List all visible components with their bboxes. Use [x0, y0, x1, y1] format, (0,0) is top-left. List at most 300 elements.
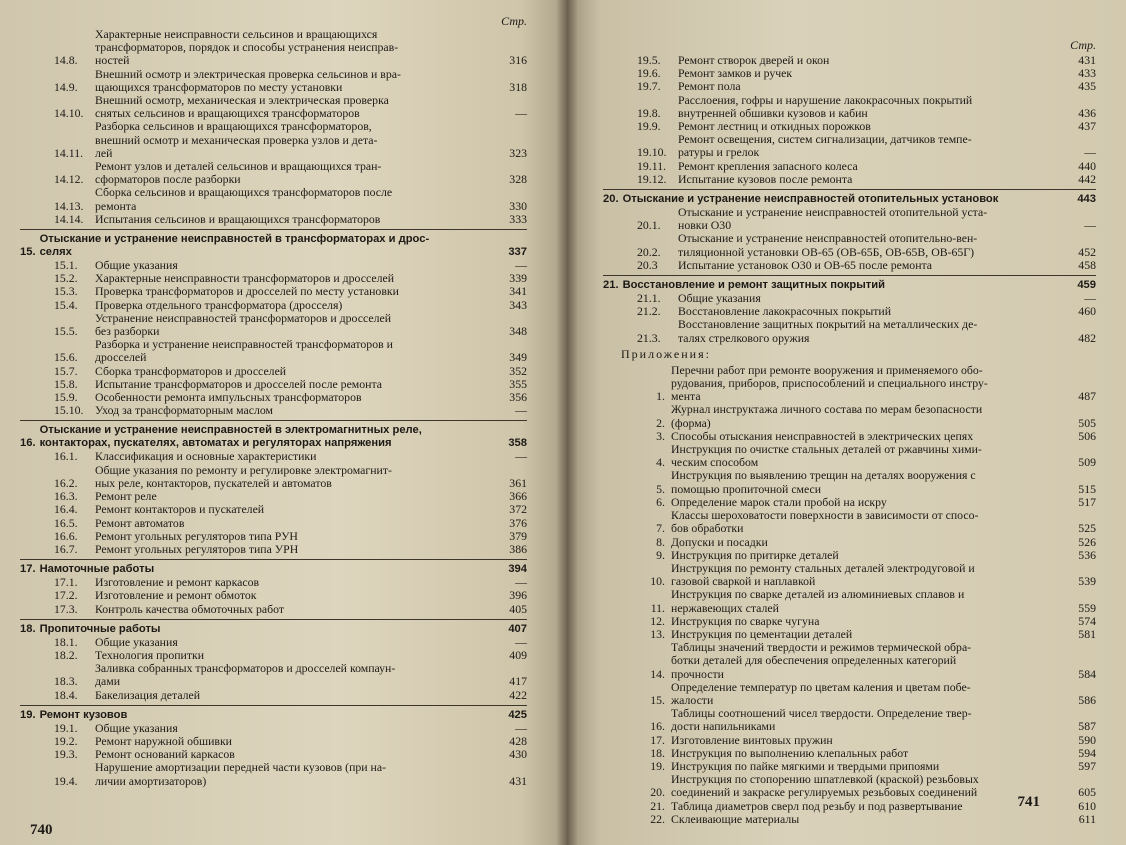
entry-page-number: 559 [1078, 600, 1096, 615]
entry-number: 15.2. [54, 271, 78, 286]
entry-page-number: 437 [1078, 119, 1096, 134]
entry-page-number: 525 [1078, 521, 1096, 536]
entry-title: Пропиточные работы [39, 622, 161, 635]
toc-section-entry [20, 761, 527, 787]
toc-section-entry [20, 543, 527, 556]
toc-section-entry [20, 649, 527, 662]
entry-title: Проверка трансформаторов и дросселей по месту установки [95, 285, 399, 299]
entry-title: Ремонт реле [95, 490, 157, 504]
toc-section-entry [603, 54, 1096, 67]
appendix-entry [603, 588, 1096, 614]
entry-page-number: 458 [1078, 257, 1096, 272]
entry-page-number: 339 [509, 271, 527, 286]
toc-section-entry [603, 67, 1096, 80]
toc-chapter-entry [603, 275, 1096, 292]
entry-number: 20. [603, 193, 619, 206]
entry-number: 16.7. [54, 541, 78, 556]
right-page [567, 0, 1126, 845]
toc-section-entry [20, 94, 527, 120]
entry-title: Общие указания [95, 259, 178, 273]
toc-section-entry [20, 272, 527, 285]
entry-title: Ремонт крепления запасного колеса [678, 159, 858, 173]
entry-number: 18.1. [54, 634, 78, 649]
entry-page-number: 341 [509, 284, 527, 299]
entry-title: Способы отыскания неисправностей в электрических цепях [671, 429, 974, 443]
entry-title: Ремонт угольных регуляторов типа РУН [95, 529, 298, 543]
entry-number: 16.1. [54, 449, 78, 464]
entry-page-number: — [1084, 145, 1096, 160]
entry-number: 19.4. [54, 773, 78, 788]
entry-number: 15.5. [54, 324, 78, 339]
entry-page-number: 333 [509, 211, 527, 226]
appendix-entry [603, 469, 1096, 495]
entry-title: Заливка собранных трансформаторов и дросселей компаун- дами [95, 662, 396, 689]
entry-page-number: 506 [1078, 428, 1096, 443]
entry-page-number: 442 [1078, 171, 1096, 186]
entry-number: 20.3 [637, 257, 658, 272]
entry-number: 21. [650, 798, 665, 813]
entry-page-number: 405 [509, 601, 527, 616]
entry-number: 19.12. [637, 171, 667, 186]
entry-page-number: 372 [509, 502, 527, 517]
toc-section-entry [20, 589, 527, 602]
entry-page-number: 409 [509, 647, 527, 662]
toc-section-entry [20, 285, 527, 298]
entry-title: Отыскание и устранение неисправностей отопительных установок [622, 193, 999, 206]
page-column-header: Стр. [1070, 38, 1096, 52]
entry-number: 19.5. [637, 53, 661, 67]
entry-title: Отыскание и устранение неисправностей отопительной уста- новки О30 [678, 206, 988, 233]
entry-number: 21.2. [637, 304, 661, 319]
entry-title: Инструкция по ремонту стальных деталей электродуговой и газовой сваркой и наплавкой [671, 561, 975, 589]
entry-number: 19.8. [637, 105, 661, 120]
appendix-entry [603, 707, 1096, 733]
entry-number: 19.1. [54, 720, 78, 735]
entry-page-number: 611 [1078, 811, 1096, 826]
appendix-entry [603, 734, 1096, 747]
entry-number: 14.12. [54, 172, 84, 187]
toc-section-entry [603, 206, 1096, 232]
toc-section-entry [20, 160, 527, 186]
entry-title: Ремонт угольных регуляторов типа УРН [95, 542, 299, 556]
toc-section-entry [603, 232, 1096, 258]
entry-title: Уход за трансформаторным маслом [95, 404, 274, 418]
entry-title: Ремонт контакторов и пускателей [95, 503, 265, 517]
entry-title: Инструкция по пайке мягкими и твердыми припоями [671, 759, 940, 773]
entry-title: Инструкция по притирке деталей [671, 548, 839, 562]
entry-page-number: 586 [1078, 692, 1096, 707]
entry-number: 14.9. [54, 79, 78, 94]
appendix-list [603, 364, 1096, 826]
entry-number: 8. [656, 534, 665, 549]
page-number: 740 [30, 822, 53, 838]
entry-title: Проверка отдельного трансформатора (дросселя) [95, 298, 343, 312]
entry-title: Изготовление и ремонт обмоток [95, 589, 257, 603]
entry-number: 19.2. [54, 733, 78, 748]
entry-title: Определение температур по цветам каления и цветам побе- жалости [671, 680, 971, 707]
entry-number: 22. [650, 811, 665, 826]
entry-page-number: 394 [508, 563, 527, 576]
entry-title: Ремонт створок дверей и окон [678, 54, 830, 67]
appendix-entry [603, 536, 1096, 549]
entry-number: 21.3. [637, 330, 661, 345]
toc-chapter-entry [20, 420, 527, 450]
entry-title: Отыскание и устранение неисправностей в трансформаторах и дрос- селях [39, 233, 430, 259]
entry-number: 7. [656, 521, 665, 536]
entry-title: Допуски и посадки [671, 535, 768, 549]
entry-number: 14.8. [54, 53, 78, 68]
toc-section-entry [20, 576, 527, 589]
appendix-entry [603, 760, 1096, 773]
toc-section-entry [603, 160, 1096, 173]
entry-number: 15.1. [54, 258, 78, 273]
entry-number: 2. [656, 415, 665, 430]
toc-section-entry [20, 722, 527, 735]
entry-number: 16. [20, 437, 36, 450]
entry-title: Инструкция по сварке чугуна [671, 614, 820, 628]
entry-title: Изготовление и ремонт каркасов [95, 576, 260, 590]
entry-page-number: 407 [508, 622, 527, 635]
entry-number: 19.9. [637, 119, 661, 134]
appendix-entry [603, 430, 1096, 443]
appendix-entry [603, 747, 1096, 760]
entry-number: 15.4. [54, 297, 78, 312]
entry-number: 14.14. [54, 211, 84, 226]
toc-section-entry [20, 689, 527, 702]
entry-page-number: 587 [1078, 719, 1096, 734]
toc-section-entry [20, 338, 527, 364]
entry-page-number: 431 [509, 773, 527, 788]
entry-page-number: 517 [1078, 494, 1096, 509]
entry-title: Испытание кузовов после ремонта [678, 172, 853, 186]
entry-page-number: 349 [509, 350, 527, 365]
entry-number: 17.3. [54, 601, 78, 616]
entry-title: Внешний осмотр и электрическая проверка сельсинов и вра- щающихся трансформаторов по месту установки [95, 67, 401, 94]
entry-page-number: 358 [508, 437, 527, 450]
entry-number: 10. [650, 574, 665, 589]
toc-section-entry [20, 213, 527, 226]
entry-page-number: 505 [1078, 415, 1096, 430]
entry-number: 19. [650, 758, 665, 773]
entry-number: 13. [650, 626, 665, 641]
entry-title: Характерные неисправности трансформаторов и дросселей [95, 272, 395, 286]
entry-title: Испытание трансформаторов и дросселей после ремонта [95, 377, 383, 391]
entry-number: 18.2. [54, 647, 78, 662]
entry-title: Устранение неисправностей трансформаторов и дросселей без разборки [95, 311, 392, 339]
entry-page-number: 487 [1078, 389, 1096, 404]
entry-title: Журнал инструктажа личного состава по мерам безопасности (форма) [671, 403, 983, 430]
entry-number: 16. [650, 719, 665, 734]
entry-title: Ремонт замков и ручек [678, 67, 793, 81]
appendix-entry [603, 628, 1096, 641]
toc-section-entry [20, 404, 527, 417]
entry-title: Таблица диаметров сверл под резьбу и под развертывание [671, 799, 963, 813]
toc-section-entry [603, 80, 1096, 93]
entry-title: Изготовление винтовых пружин [671, 733, 833, 747]
entry-page-number: — [515, 258, 527, 273]
entry-page-number: 361 [509, 475, 527, 490]
entry-number: 3. [656, 428, 665, 443]
entry-number: 21. [603, 279, 619, 292]
entry-title: Общие указания [95, 635, 178, 649]
entry-number: 17. [650, 732, 665, 747]
entry-number: 18.3. [54, 674, 78, 689]
entry-title: Разборка сельсинов и вращающихся трансформаторов, внешний осмотр и механическая проверка узлов и дета- лей [95, 120, 378, 160]
entry-page-number: 422 [509, 687, 527, 702]
entry-page-number: — [515, 575, 527, 590]
entry-number: 16.4. [54, 502, 78, 517]
toc-chapter-entry [20, 229, 527, 259]
entry-page-number: 435 [1078, 79, 1096, 94]
appendix-entry [603, 615, 1096, 628]
appendix-entry [603, 403, 1096, 429]
appendix-entry [603, 641, 1096, 681]
toc-chapter-entry [20, 619, 527, 636]
page-column-header: Стр. [501, 14, 527, 28]
table-of-contents-right [603, 54, 1096, 345]
entry-page-number: 430 [509, 747, 527, 762]
toc-section-entry [20, 603, 527, 616]
entry-title: Инструкция по выполнению клепальных работ [671, 746, 909, 760]
entry-page-number: 433 [1078, 66, 1096, 81]
entry-page-number: 323 [509, 145, 527, 160]
entry-page-number: — [515, 634, 527, 649]
entry-title: Ремонт узлов и деталей сельсинов и вращающихся тран- сформаторов после разборки [95, 160, 382, 187]
entry-page-number: — [515, 720, 527, 735]
entry-page-number: 482 [1078, 330, 1096, 345]
entry-title: Испытания сельсинов и вращающихся трансформаторов [95, 212, 381, 226]
entry-number: 1. [656, 389, 665, 404]
entry-title: Ремонт освещения, систем сигнализации, датчиков темпе- ратуры и грелок [678, 133, 972, 160]
entry-number: 20.1. [637, 218, 661, 233]
entry-title: Ремонт автоматов [95, 516, 185, 530]
entry-number: 14.11. [54, 145, 84, 160]
entry-title: Инструкция по очистке стальных деталей от ржавчины хими- ческим способом [671, 443, 982, 470]
entry-title: Расслоения, гофры и нарушение лакокрасочных покрытий внутренней обшивки кузовов и кабин [678, 93, 973, 120]
toc-section-entry [20, 299, 527, 312]
entry-page-number: 417 [509, 674, 527, 689]
entry-page-number: 597 [1078, 758, 1096, 773]
entry-title: Склеивающие материалы [671, 812, 800, 826]
entry-number: 19.11. [637, 158, 667, 173]
entry-page-number: — [515, 449, 527, 464]
entry-page-number: 460 [1078, 304, 1096, 319]
toc-section-entry [603, 120, 1096, 133]
entry-page-number: 348 [509, 324, 527, 339]
entry-page-number: — [1084, 218, 1096, 233]
toc-section-entry [603, 305, 1096, 318]
entry-title: Классы шероховатости поверхности в зависимости от спосо- бов обработки [671, 509, 979, 536]
entry-number: 16.2. [54, 475, 78, 490]
toc-section-entry [20, 530, 527, 543]
appendix-entry [603, 549, 1096, 562]
entry-title: Характерные неисправности сельсинов и вращающихся трансформаторов, порядок и способы устранения неисправ- ностей [95, 28, 399, 68]
entry-title: Инструкция по выявлению трещин на деталях вооружения с помощью пропиточной смеси [671, 469, 976, 496]
entry-page-number: 379 [509, 528, 527, 543]
toc-chapter-entry [603, 189, 1096, 206]
entry-number: 19. [20, 708, 36, 721]
entry-page-number: 355 [509, 376, 527, 391]
entry-page-number: 594 [1078, 745, 1096, 760]
appendix-entry [603, 562, 1096, 588]
entry-page-number: 316 [509, 53, 527, 68]
entry-number: 16.3. [54, 489, 78, 504]
toc-section-entry [20, 517, 527, 530]
entry-number: 19.6. [637, 66, 661, 81]
entry-number: 16.5. [54, 515, 78, 530]
toc-section-entry [20, 120, 527, 160]
entry-page-number: 509 [1078, 455, 1096, 470]
toc-section-entry [20, 450, 527, 463]
entry-page-number: 428 [509, 733, 527, 748]
toc-section-entry [20, 312, 527, 338]
entry-page-number: 352 [509, 363, 527, 378]
entry-title: Восстановление и ремонт защитных покрытий [622, 279, 886, 292]
entry-page-number: 443 [1077, 193, 1096, 206]
toc-section-entry [20, 68, 527, 94]
entry-title: Разборка и устранение неисправностей трансформаторов и дросселей [95, 338, 393, 365]
entry-page-number: 590 [1078, 732, 1096, 747]
entry-title: Инструкция по цементации деталей [671, 627, 853, 641]
toc-section-entry [603, 318, 1096, 344]
entry-title: Ремонт пола [678, 80, 741, 94]
entry-number: 18. [650, 745, 665, 760]
toc-section-entry [20, 28, 527, 68]
entry-page-number: — [515, 106, 527, 121]
entry-number: 15. [650, 692, 665, 707]
entry-page-number: 452 [1078, 244, 1096, 259]
entry-page-number: 366 [509, 489, 527, 504]
entry-number: 15.7. [54, 363, 78, 378]
entry-number: 19.3. [54, 747, 78, 762]
toc-section-entry [20, 490, 527, 503]
toc-section-entry [603, 259, 1096, 272]
toc-section-entry [20, 748, 527, 761]
entry-title: Сборка трансформаторов и дросселей [95, 364, 287, 378]
entry-title: Внешний осмотр, механическая и электрическая проверка снятых сельсинов и вращающихся трансформаторов [95, 94, 389, 121]
entry-page-number: 436 [1078, 105, 1096, 120]
entry-number: 15.3. [54, 284, 78, 299]
entry-page-number: 425 [508, 708, 527, 721]
entry-number: 15.10. [54, 403, 84, 418]
toc-section-entry [603, 292, 1096, 305]
entry-number: 5. [656, 481, 665, 496]
entry-title: Общие указания [678, 292, 761, 306]
entry-title: Ремонт кузовов [39, 708, 128, 721]
entry-number: 15.8. [54, 376, 78, 391]
entry-title: Отыскание и устранение неисправностей отопительно-вен- тиляционной установки ОВ-65 (ОВ-65Б, ОВ-65В, ОВ-65Г) [678, 232, 978, 259]
appendix-entry [603, 496, 1096, 509]
entry-page-number: 330 [509, 198, 527, 213]
entry-page-number: 396 [509, 588, 527, 603]
entry-number: 12. [650, 613, 665, 628]
toc-section-entry [20, 391, 527, 404]
entry-page-number: 610 [1078, 798, 1096, 813]
entry-page-number: 386 [509, 541, 527, 556]
entry-number: 19.10. [637, 145, 667, 160]
entry-number: 15. [20, 246, 36, 259]
entry-page-number: 328 [509, 172, 527, 187]
appendix-entry [603, 364, 1096, 404]
entry-title: Инструкция по сварке деталей из алюминиевых сплавов и нержавеющих сталей [671, 588, 965, 615]
entry-title: Восстановление защитных покрытий на металлических де- талях стрелкового оружия [678, 318, 978, 345]
entry-number: 14.13. [54, 198, 84, 213]
entry-number: 4. [656, 455, 665, 470]
entry-number: 17. [20, 563, 36, 576]
entry-number: 19.7. [637, 79, 661, 94]
toc-section-entry [603, 173, 1096, 186]
entry-title: Общие указания [95, 721, 178, 735]
entry-title: Контроль качества обмоточных работ [95, 602, 285, 616]
entry-title: Восстановление лакокрасочных покрытий [678, 305, 892, 319]
entry-title: Ремонт лестниц и откидных порожков [678, 120, 871, 134]
appendix-entry [603, 813, 1096, 826]
toc-section-entry [20, 503, 527, 516]
entry-title: Определение марок стали пробой на искру [671, 495, 887, 509]
appendix-heading: Приложения: [621, 346, 711, 361]
entry-number: 15.6. [54, 350, 78, 365]
entry-page-number: 459 [1077, 279, 1096, 292]
entry-number: 18.4. [54, 687, 78, 702]
entry-page-number: 343 [509, 297, 527, 312]
entry-page-number: 536 [1078, 547, 1096, 562]
entry-page-number: 584 [1078, 666, 1096, 681]
entry-number: 20. [650, 785, 665, 800]
entry-page-number: 318 [509, 79, 527, 94]
entry-number: 14.10. [54, 106, 84, 121]
entry-title: Ремонт оснований каркасов [95, 748, 235, 762]
toc-chapter-entry [20, 559, 527, 576]
toc-section-entry [20, 378, 527, 391]
entry-number: 21.1. [637, 291, 661, 306]
entry-title: Классификация и основные характеристики [95, 450, 317, 464]
entry-title: Общие указания по ремонту и регулировке электромагнит- ных реле, контакторов, пускателей и автоматов [95, 463, 392, 490]
entry-page-number: 440 [1078, 158, 1096, 173]
entry-title: Отыскание и устранение неисправностей в электромагнитных реле, контакторах, пускателях, автоматах и регуляторах напряжения [39, 424, 422, 450]
entry-title: Инструкция по стопорению шпатлевкой (краской) резьбовых соединений и закраске регулируемых резьбовых соединений [671, 773, 979, 800]
entry-title: Нарушение амортизации передней части кузовов (при на- личии амортизаторов) [95, 761, 387, 788]
entry-page-number: 605 [1078, 785, 1096, 800]
entry-number: 14. [650, 666, 665, 681]
toc-section-entry [20, 365, 527, 378]
entry-page-number: 526 [1078, 534, 1096, 549]
entry-title: Ремонт наружной обшивки [95, 734, 232, 748]
page-number: 741 [1017, 794, 1040, 810]
toc-section-entry [20, 186, 527, 212]
entry-number: 9. [656, 547, 665, 562]
entry-title: Испытание установок О30 и ОВ-65 после ремонта [678, 258, 933, 272]
entry-number: 17.1. [54, 575, 78, 590]
appendix-entry [603, 443, 1096, 469]
entry-page-number: 431 [1078, 53, 1096, 67]
toc-section-entry [20, 662, 527, 688]
entry-page-number: 581 [1078, 626, 1096, 641]
entry-number: 11. [650, 600, 665, 615]
appendix-entry [603, 681, 1096, 707]
entry-number: 15.9. [54, 390, 78, 405]
entry-number: 16.6. [54, 528, 78, 543]
toc-chapter-entry [20, 705, 527, 722]
entry-page-number: 515 [1078, 481, 1096, 496]
toc-section-entry [20, 636, 527, 649]
entry-page-number: 574 [1078, 613, 1096, 628]
entry-title: Особенности ремонта импульсных трансформаторов [95, 391, 362, 405]
entry-number: 6. [656, 494, 665, 509]
appendix-entry [603, 509, 1096, 535]
entry-title: Бакелизация деталей [95, 688, 201, 702]
table-of-contents-left [20, 28, 527, 788]
entry-page-number: 539 [1078, 574, 1096, 589]
